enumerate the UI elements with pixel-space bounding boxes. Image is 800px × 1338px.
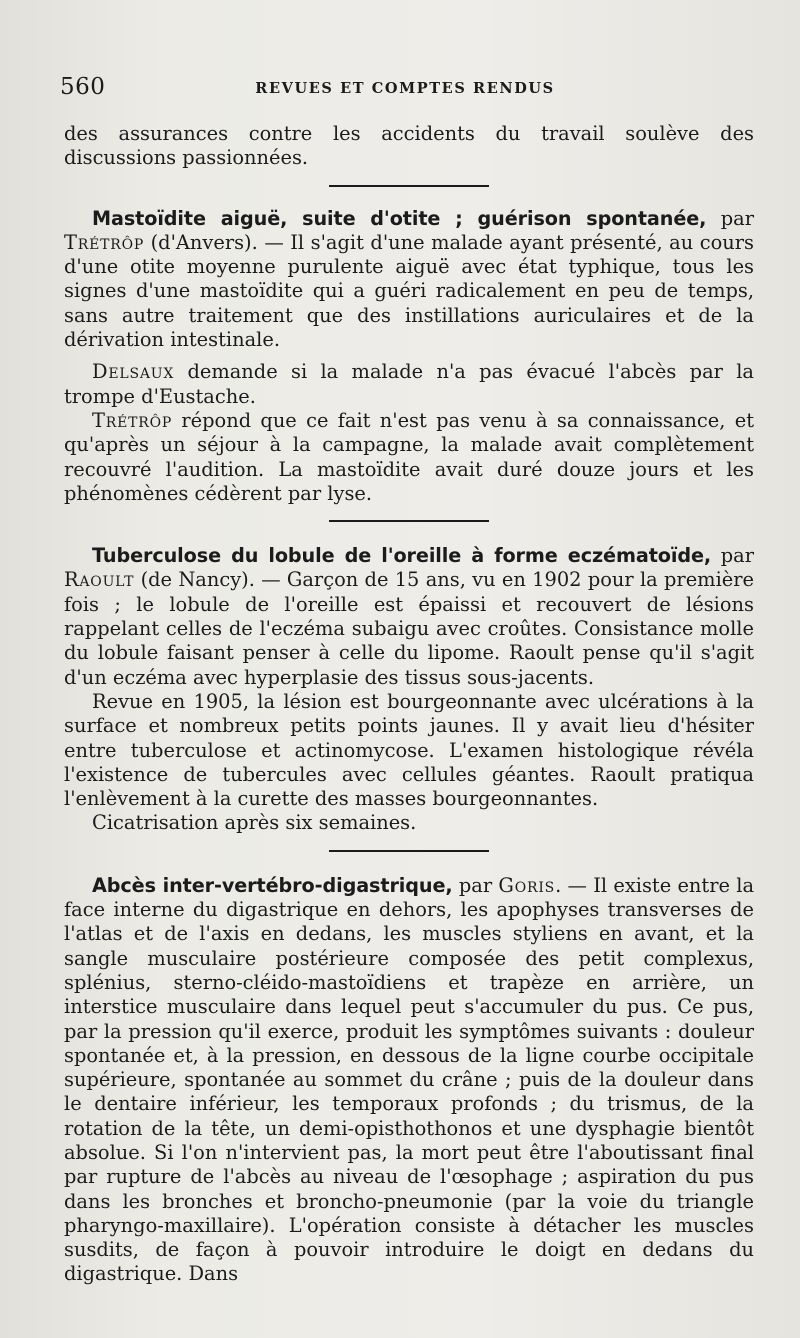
section-title-mastoidite: Mastoïdite aiguë, suite d'otite ; guérison spontanée, xyxy=(92,206,707,230)
discussion-paragraph: Trétrôp répond que ce fait n'est pas venu à sa connaissance, et qu'après un séjour à la campagne, la malade avait complètement recouvré l'audition. La mastoïdite avait duré douze jours et les phénomènes cédèrent par lyse. xyxy=(64,408,754,505)
body-paragraph: Cicatrisation après six semaines. xyxy=(92,811,417,835)
author-name: Trétrôp xyxy=(64,230,145,254)
page-number: 560 xyxy=(60,74,106,100)
section-body: (de Nancy). — Garçon de 15 ans, vu en 1902 pour la première fois ; le lobule de l'oreille est épaissi et recouvert de lésions rappelant celles de l'eczéma subaigu avec croûtes. Consistance molle du lobule faisant penser à celle du lipome. Raoult pense qu'il s'agit d'un eczéma avec hyperplasie des tissus sous-jacents. xyxy=(64,568,754,689)
page-content xyxy=(64,122,754,1287)
running-head: REVUES ET COMPTES RENDUS xyxy=(255,80,555,97)
speaker-name: Trétrôp xyxy=(92,408,173,432)
section-title-abces: Abcès inter-vertébro-digastrique, xyxy=(92,873,453,897)
section-tuberculose-paragraph: Tuberculose du lobule de l'oreille à forme eczématoïde, par Raoult (de Nancy). — Garçon de 15 ans, vu en 1902 pour la première fois ; le lobule de l'oreille est épaissi et recouvert de lésions rappelant celles de l'eczéma subaigu avec croûtes. Consistance molle du lobule faisant penser à celle du lipome. Raoult pense qu'il s'agit d'un eczéma avec hyperplasie des tissus sous-jacents. xyxy=(64,544,754,689)
speaker-name: Delsaux xyxy=(92,360,175,384)
section-divider xyxy=(329,850,489,852)
discussion-paragraph: Delsaux demande si la malade n'a pas évacué l'abcès par la trompe d'Eustache. xyxy=(64,360,754,408)
section-body: . — Il existe entre la face interne du digastrique en dehors, les apophyses transverses de l'atlas et de l'axis en dedans, les muscles styliens en avant, et la sangle musculaire postérieure composée des petit complexus, splénius, sterno-cléido-mastoïdiens et trapèze en arrière, un interstice musculaire dans lequel peut s'accumuler du pus. Ce pus, par la pression qu'il exerce, produit les symptômes suivants : douleur spontanée et, à la pression, en dessous de la ligne courbe occipitale supérieure, spontanée au sommet du crâne ; puis de la douleur dans le dentaire inférieur, les temporaux profonds ; du trismus, de la rotation de la tête, un demi-opisthothonos et une dysphagie bientôt absolue. Si l'on n'intervient pas, la mort peut être l'aboutissant final par rupture de l'abcès au niveau de l'œsophage ; aspiration du pus dans les bronches et broncho-pneumonie (par la voie du triangle pharyngo-maxillaire). L'opération consiste à détacher les muscles susdits, de façon à pouvoir introduire le doigt en dedans du digastrique. Dans xyxy=(64,873,755,1286)
author-name: Raoult xyxy=(64,568,135,592)
section-body: (d'Anvers). — Il s'agit d'une malade ayant présenté, au cours d'une otite moyenne purulente aiguë avec état typhique, tous les signes d'une mastoïdite qui a guéri radicalement en peu de temps, sans autre traitement que des instillations auriculaires et de la dérivation intestinale. xyxy=(64,230,754,352)
section-divider xyxy=(329,520,489,522)
page-header xyxy=(60,74,750,104)
section-mastoidite-paragraph: Mastoïdite aiguë, suite d'otite ; guérison spontanée, par Trétrôp (d'Anvers). — Il s'agit d'une malade ayant présenté, au cours d'une otite moyenne purulente aiguë avec état typhique, tous les signes d'une mastoïdite qui a guéri radicalement en peu de temps, sans autre traitement que des instillations auriculaires et de la dérivation intestinale. xyxy=(64,206,754,352)
author-name: Goris xyxy=(498,873,556,897)
section-title-tuberculose: Tuberculose du lobule de l'oreille à forme eczématoïde, xyxy=(92,544,712,568)
section-divider xyxy=(329,185,489,187)
section-abces-paragraph: Abcès inter-vertébro-digastrique, par Goris. — Il existe entre la face interne du digastrique en dehors, les apophyses transverses de l'atlas et de l'axis en dedans, les muscles styliens en avant, et la sangle musculaire postérieure composée des petit complexus, splénius, sterno-cléido-mastoïdiens et trapèze en arrière, un interstice musculaire dans lequel peut s'accumuler du pus. Ce pus, par la pression qu'il exerce, produit les symptômes suivants : douleur spontanée et, à la pression, en dessous de la ligne courbe occipitale supérieure, spontanée au sommet du crâne ; puis de la douleur dans le dentaire inférieur, les temporaux profonds ; du trismus, de la rotation de la tête, un demi-opisthothonos et une dysphagie bientôt absolue. Si l'on n'intervient pas, la mort peut être l'aboutissant final par rupture de l'abcès au niveau de l'œsophage ; aspiration du pus dans les bronches et broncho-pneumonie (par la voie du triangle pharyngo-maxillaire). L'opération consiste à détacher les muscles susdits, de façon à pouvoir introduire le doigt en dedans du digastrique. Dans xyxy=(64,873,755,1286)
opening-paragraph: des assurances contre les accidents du travail soulève des discussions passionnées. xyxy=(64,122,754,170)
body-paragraph: Revue en 1905, la lésion est bourgeonnante avec ulcérations à la surface et nombreux petits points jaunes. Il y avait lieu d'hésiter entre tuberculose et actinomycose. L'examen histologique révéla l'existence de tubercules avec cellules géantes. Raoult pratiqua l'enlèvement à la curette des masses bourgeonnantes. xyxy=(64,689,754,811)
